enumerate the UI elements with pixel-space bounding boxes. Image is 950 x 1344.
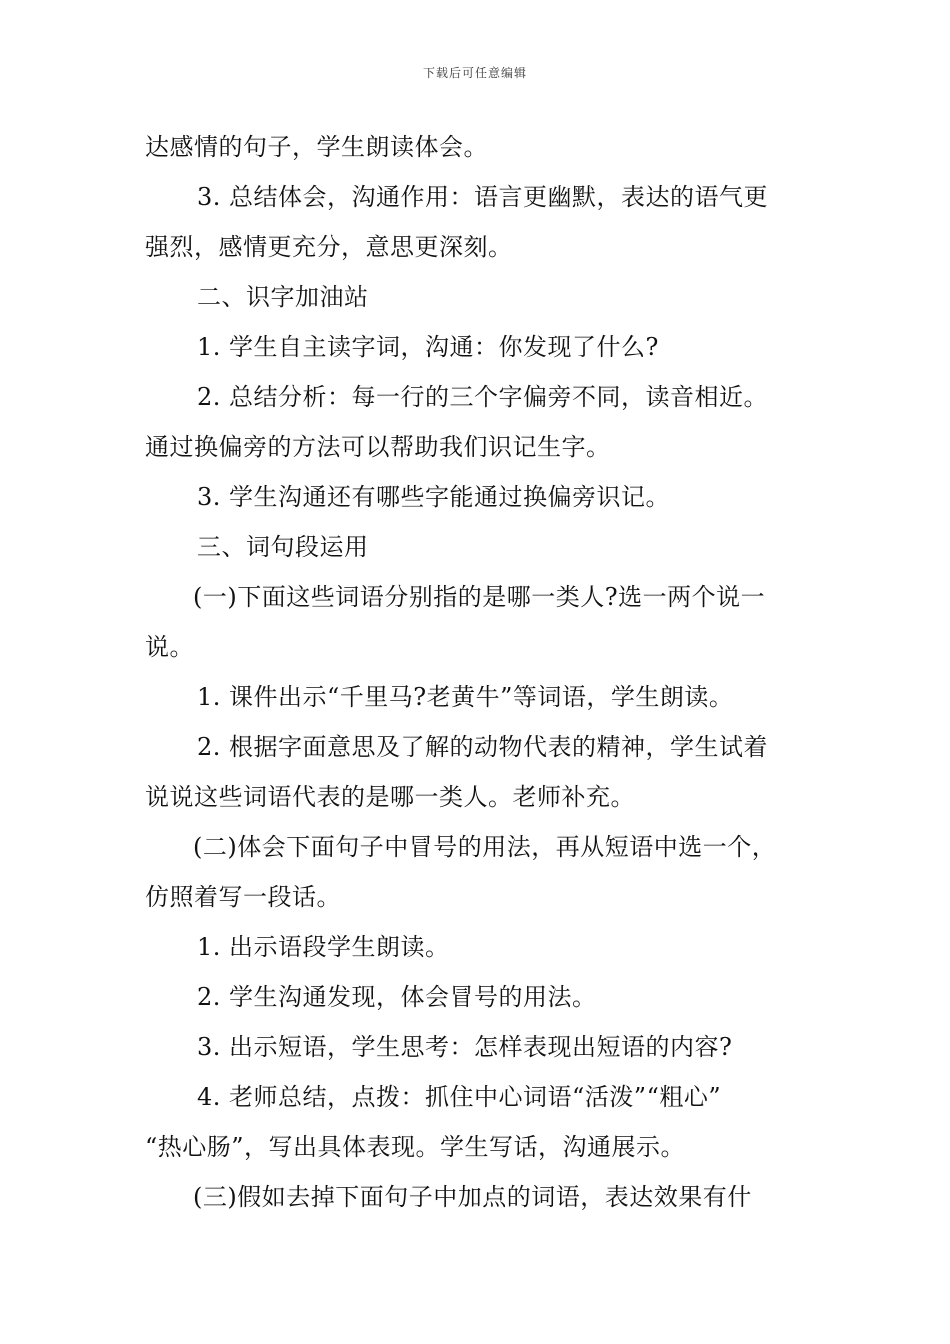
text-line-continuation: 仿照着写一段话。 bbox=[145, 883, 341, 911]
text-line-continuation: 说说这些词语代表的是哪一类人。老师补充。 bbox=[145, 783, 635, 811]
text-line-continuation: 通过换偏旁的方法可以帮助我们识记生字。 bbox=[145, 433, 611, 461]
text-line-item: 3. 总结体会，沟通作用：语言更幽默，表达的语气更 bbox=[197, 183, 769, 211]
text-line-item: 1. 课件出示“千里马?老黄牛”等词语，学生朗读。 bbox=[197, 683, 734, 711]
text-line-item: 2. 根据字面意思及了解的动物代表的精神，学生试着 bbox=[197, 733, 769, 761]
section-heading: 二、识字加油站 bbox=[197, 283, 369, 311]
subsection-heading: (二)体会下面句子中冒号的用法，再从短语中选一个， bbox=[193, 833, 777, 861]
text-line-item: 3. 学生沟通还有哪些字能通过换偏旁识记。 bbox=[197, 483, 671, 511]
text-line-continuation: 说。 bbox=[145, 633, 194, 661]
subsection-heading: (三)假如去掉下面句子中加点的词语，表达效果有什 bbox=[193, 1183, 752, 1211]
text-line-continuation: 强烈，感情更充分，意思更深刻。 bbox=[145, 233, 513, 261]
section-heading: 三、词句段运用 bbox=[197, 533, 369, 561]
page-header-note: 下载后可任意编辑 bbox=[422, 66, 527, 80]
text-line-item: 1. 出示语段学生朗读。 bbox=[197, 933, 450, 961]
text-line-continuation: “热心肠”，写出具体表现。学生写话，沟通展示。 bbox=[145, 1133, 686, 1161]
text-line-continuation: 达感情的句子，学生朗读体会。 bbox=[145, 133, 488, 161]
text-line-item: 2. 学生沟通发现，体会冒号的用法。 bbox=[197, 983, 597, 1011]
text-line-item: 4. 老师总结，点拨：抓住中心词语“活泼”“粗心” bbox=[197, 1083, 722, 1111]
text-line-item: 3. 出示短语，学生思考：怎样表现出短语的内容? bbox=[197, 1033, 733, 1061]
subsection-heading: (一)下面这些词语分别指的是哪一类人?选一两个说一 bbox=[193, 583, 766, 611]
document-body bbox=[145, 122, 815, 1222]
text-line-item: 1. 学生自主读字词，沟通：你发现了什么? bbox=[197, 333, 659, 361]
text-line-item: 2. 总结分析：每一行的三个字偏旁不同，读音相近。 bbox=[197, 383, 769, 411]
